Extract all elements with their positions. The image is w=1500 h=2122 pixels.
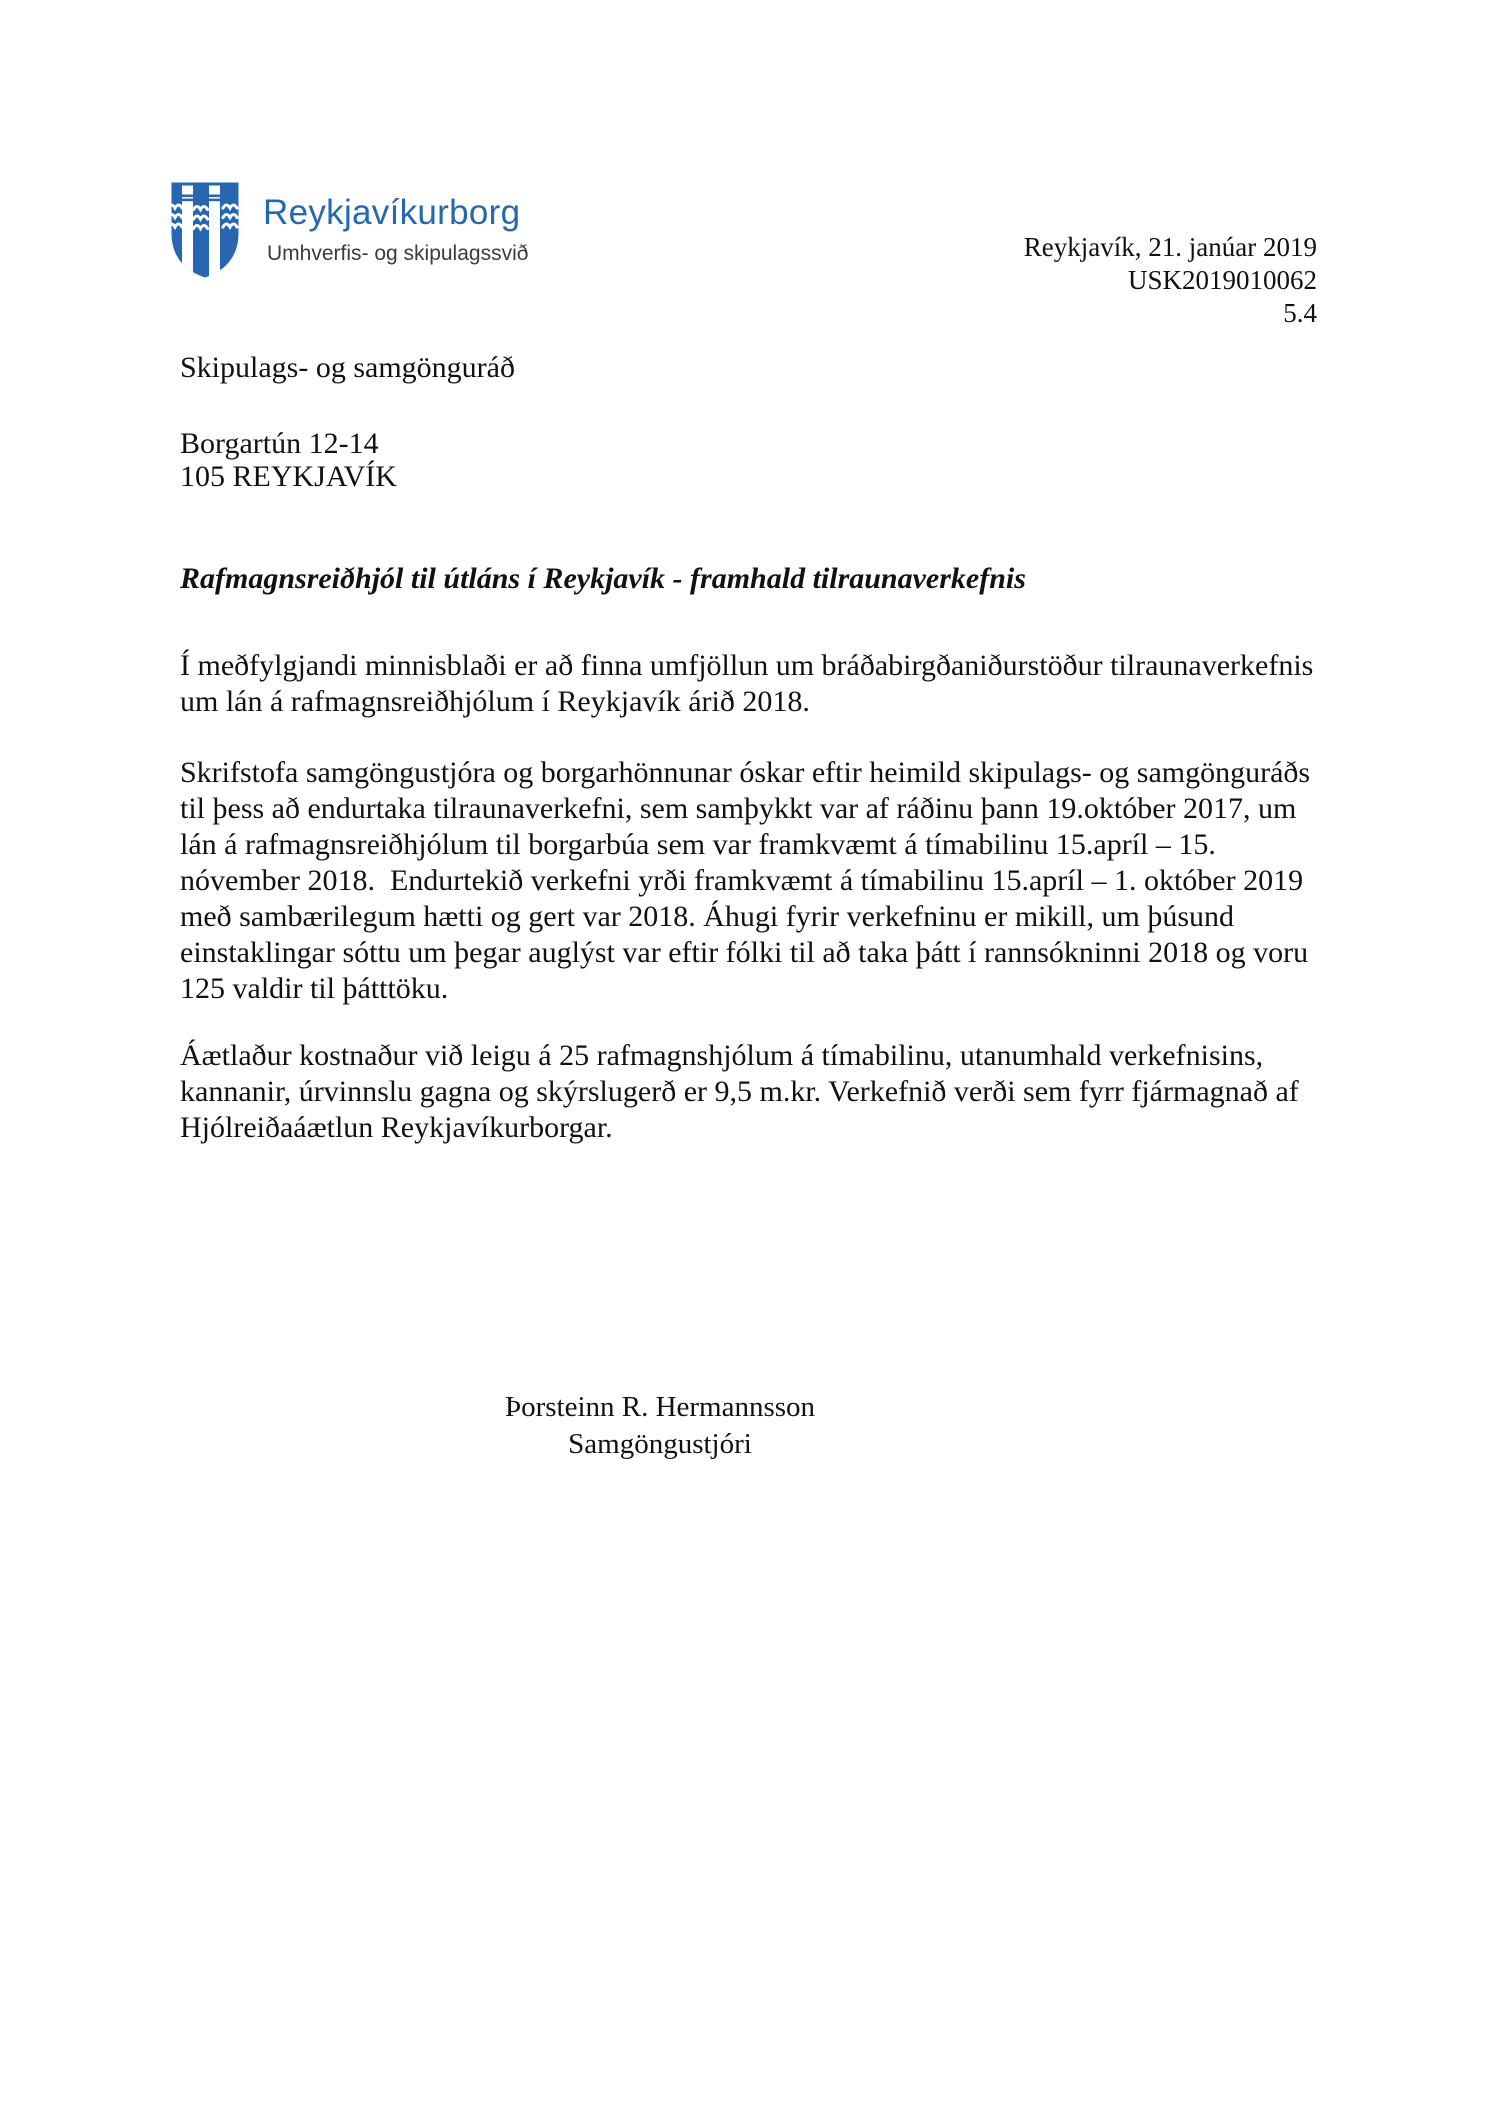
paragraph-line: einstaklingar sóttu um þegar auglýst var eftir fólki til að taka þátt í rannsókninni 2018 og voru	[180, 936, 1309, 969]
letter-case-number: 5.4	[1283, 298, 1317, 328]
recipient-postal-city: 105 REYKJAVÍK	[180, 460, 397, 493]
paragraph-line: Skrifstofa samgöngustjóra og borgarhönnunar óskar eftir heimild skipulags- og samgönguráðs	[180, 756, 1311, 789]
body-paragraph-2	[180, 755, 1310, 1007]
paragraph-line: 125 valdir til þátttöku.	[180, 972, 449, 1005]
letter-meta-block	[1024, 231, 1317, 330]
paragraph-line: kannanir, úrvinnslu gagna og skýrslugerð er 9,5 m.kr. Verkefnið verði sem fyrr fjármagnað af	[180, 1075, 1299, 1108]
letter-reference-number: USK2019010062	[1127, 265, 1317, 295]
reykjavik-coat-of-arms-icon	[170, 181, 240, 279]
paragraph-line: Áætlaður kostnaður við leigu á 25 rafmagnshjólum á tímabilinu, utanumhald verkefnisins,	[180, 1039, 1264, 1072]
body-paragraph-1	[180, 648, 1313, 720]
paragraph-line: lán á rafmagnsreiðhjólum til borgarbúa sem var framkvæmt á tímabilinu 15.apríl – 15.	[180, 828, 1216, 861]
letter-place-date: Reykjavík, 21. janúar 2019	[1023, 232, 1317, 262]
recipient-name: Skipulags- og samgönguráð	[180, 351, 515, 384]
recipient-street: Borgartún 12-14	[180, 427, 379, 460]
org-name: Reykjavíkurborg	[263, 193, 521, 232]
body-paragraph-3	[180, 1038, 1299, 1146]
signature-block	[180, 1389, 1140, 1463]
paragraph-line: til þess að endurtaka tilraunaverkefni, sem samþykkt var af ráðinu þann 19.október 2017, um	[180, 792, 1297, 825]
paragraph-line: með sambærilegum hætti og gert var 2018. Áhugi fyrir verkefninu er mikill, um þúsund	[180, 900, 1234, 933]
paragraph-line: nóvember 2018. Endurtekið verkefni yrði framkvæmt á tímabilinu 15.apríl – 1. október 2019	[180, 864, 1304, 897]
letter-subject: Rafmagnsreiðhjól til útláns í Reykjavík - framhald tilraunaverkefnis	[180, 562, 1026, 595]
signatory-title: Samgöngustjóri	[568, 1428, 752, 1460]
signatory-name: Þorsteinn R. Hermannsson	[504, 1391, 816, 1423]
paragraph-line: um lán á rafmagnsreiðhjólum í Reykjavík árið 2018.	[180, 685, 810, 718]
paragraph-line: Í meðfylgjandi minnisblaði er að finna umfjöllun um bráðabirgðaniðurstöður tilraunaverkefnis	[180, 649, 1314, 682]
org-department: Umhverfis- og skipulagssvið	[267, 242, 529, 265]
paragraph-line: Hjólreiðaáætlun Reykjavíkurborgar.	[180, 1111, 613, 1144]
